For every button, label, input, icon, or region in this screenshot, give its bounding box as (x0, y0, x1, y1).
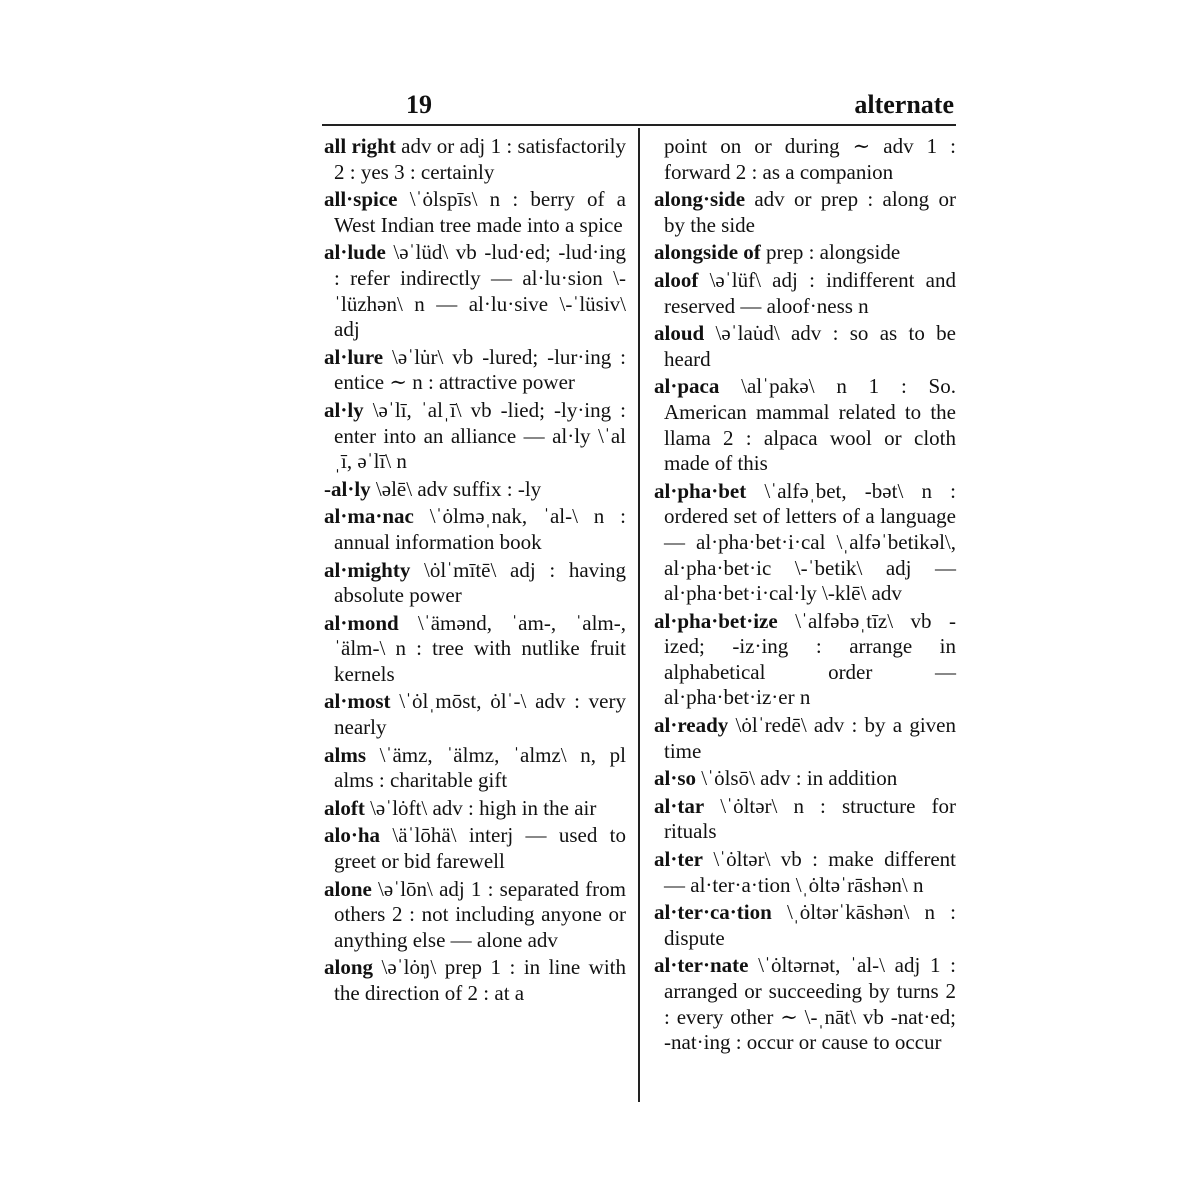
dictionary-entry (654, 374, 956, 476)
entry-definition: \əlē\ adv suffix : -ly (370, 476, 542, 501)
dictionary-entry (654, 187, 956, 238)
entry-definition: \əˈlau̇d\ adv : so as to be heard (664, 321, 956, 371)
entry-headword: -al·ly (324, 476, 371, 501)
entry-definition: \əˈlüf\ adj : indifferent and reserved — aloof·ness n (664, 267, 956, 318)
entry-definition: \ˈȯlsō\ adv : in addition (696, 766, 898, 791)
dictionary-entry (324, 955, 626, 1006)
entry-definition: \ˈämənd, ˈam-, ˈalm-, ˈälm-\ n : tree with nutlike fruit kernels (334, 610, 626, 686)
dictionary-entry (324, 823, 626, 874)
entry-definition: \ˈȯlspīs\ n : berry of a West Indian tree made into a spice (334, 187, 626, 237)
entry-headword: alongside of (654, 240, 761, 265)
dictionary-entry (654, 609, 956, 711)
dictionary-entry (324, 477, 626, 503)
entry-definition: \ˈȯlˌmōst, ȯlˈ-\ adv : very nearly (334, 689, 626, 740)
header-rule (322, 124, 956, 126)
entry-definition: \əˈlüd\ vb -lud·ed; -lud·ing : refer indirectly — al·lu·sion \-ˈlüzhən\ n — al·lu·sive \-ˈlüsiv\ adj (334, 240, 626, 342)
entry-definition: \əˈlōn\ adj 1 : separated from others 2 : not including anyone or anything else — alone adv (334, 876, 626, 952)
entry-headword: al·pha·bet (654, 478, 747, 503)
entry-headword: all right (324, 134, 396, 158)
entry-definition: \əˈlu̇r\ vb -lured; -lur·ing : entice ∼ n : attractive power (334, 344, 626, 395)
entry-headword: al·pha·bet·ize (654, 608, 778, 633)
entry-definition: \ˈȯltər\ vb : make different — al·ter·a·tion \ˌȯltəˈrāshən\ n (664, 847, 956, 897)
dictionary-entry (324, 504, 626, 555)
dictionary-entry (324, 689, 626, 740)
entry-headword: al·paca (654, 374, 720, 399)
dictionary-entry (654, 240, 956, 266)
dictionary-entry (324, 611, 626, 688)
entry-headword: al·mighty (324, 557, 411, 582)
entry-headword: all·spice (324, 187, 398, 212)
dictionary-entry (654, 953, 956, 1055)
entry-definition: \äˈlōhä\ interj — used to greet or bid farewell (334, 823, 626, 874)
entry-definition: \ˈalfəbəˌtīz\ vb -ized; -iz·ing : arrange in alphabetical order — al·pha·bet·iz·er n (664, 608, 956, 710)
dictionary-entry (324, 558, 626, 609)
entry-headword: aloft (324, 795, 365, 820)
dictionary-entry (324, 345, 626, 396)
dictionary-entry (654, 794, 956, 845)
entry-definition: prep : alongside (760, 240, 901, 265)
entry-definition: \əˈlī, ˈalˌī\ vb -lied; -ly·ing : enter into an alliance — al·ly \ˈalˌī, əˈlī\ n (334, 397, 626, 474)
entry-headword: alms (324, 742, 366, 767)
entry-definition: \əˈlȯft\ adv : high in the air (364, 795, 597, 820)
dictionary-entry (654, 713, 956, 764)
entry-headword: al·lude (324, 240, 386, 265)
entry-definition: \ˈȯltərnət, ˈal-\ adj 1 : arranged or succeeding by turns 2 : every other ∼ \-ˌnāt\ vb -nat·ed; -nat·ing : occur or cause to occur (664, 953, 956, 1055)
dictionary-entry (324, 134, 626, 185)
dictionary-entry (324, 743, 626, 794)
entry-definition: adv or adj 1 : satisfactorily 2 : yes 3 : certainly (334, 134, 626, 184)
entry-definition: \ˈȯltər\ n : structure for rituals (664, 793, 956, 844)
entry-headword: al·most (324, 689, 391, 714)
dictionary-entry (324, 240, 626, 342)
entry-headword: al·mond (324, 610, 399, 635)
dictionary-entry (654, 268, 956, 319)
entry-headword: aloof (654, 267, 699, 292)
dictionary-page (322, 86, 956, 1116)
guide-word: alternate (854, 90, 954, 119)
dictionary-entry (654, 321, 956, 372)
entry-headword: al·ter·nate (654, 953, 749, 978)
entry-headword: al·ly (324, 397, 364, 422)
entry-headword: al·ter·ca·tion (654, 900, 772, 925)
dictionary-entry (654, 847, 956, 898)
column-divider (638, 128, 640, 1102)
dictionary-entry (324, 187, 626, 238)
entry-definition: \ȯlˈmītē\ adj : having absolute power (334, 557, 626, 608)
entry-continuation: point on or during ∼ adv 1 : forward 2 : as a companion (664, 134, 956, 184)
entry-headword: aloud (654, 321, 705, 346)
entry-headword: along·side (654, 187, 746, 212)
dictionary-entry (324, 796, 626, 822)
dictionary-entry (654, 479, 956, 607)
entry-headword: al·lure (324, 344, 384, 369)
entry-definition: \alˈpakə\ n 1 : So. American mammal related to the llama 2 : alpaca wool or cloth made of this (664, 374, 956, 476)
entry-definition: \əˈlȯŋ\ prep 1 : in line with the direction of 2 : at a (334, 955, 626, 1005)
entry-definition: \ˈalfəˌbet, -bət\ n : ordered set of letters of a language — al·pha·bet·i·cal \ˌalfəˈbetikəl\, al·pha·bet·ic \-ˈbetik\ adj — al·pha·bet·i·cal·ly \-klē\ adv (664, 478, 956, 606)
entry-columns (322, 134, 956, 1116)
entry-headword: al·ready (654, 713, 729, 738)
entry-headword: al·so (654, 766, 697, 791)
entry-headword: alone (324, 876, 372, 901)
dictionary-entry (324, 398, 626, 475)
page-number: 19 (406, 90, 432, 119)
entry-headword: al·ma·nac (324, 504, 414, 529)
entry-headword: alo·ha (324, 823, 381, 848)
page-header (322, 86, 956, 126)
entry-definition: \ȯlˈredē\ adv : by a given time (664, 713, 956, 763)
entry-headword: al·tar (654, 793, 705, 818)
dictionary-entry (324, 877, 626, 954)
entry-definition: \ˈȯlməˌnak, ˈal-\ n : annual information book (334, 504, 626, 554)
entry-headword: along (324, 955, 374, 980)
entry-definition: adv or prep : along or by the side (664, 187, 956, 237)
dictionary-entry (654, 900, 956, 951)
left-column (324, 134, 626, 1009)
dictionary-entry (654, 766, 956, 792)
right-column (654, 134, 956, 1058)
entry-headword: al·ter (654, 847, 703, 872)
entry-definition: \ˈämz, ˈälmz, ˈalmz\ n, pl alms : charitable gift (334, 742, 626, 793)
entry-definition: \ˌȯltərˈkāshən\ n : dispute (664, 900, 956, 950)
